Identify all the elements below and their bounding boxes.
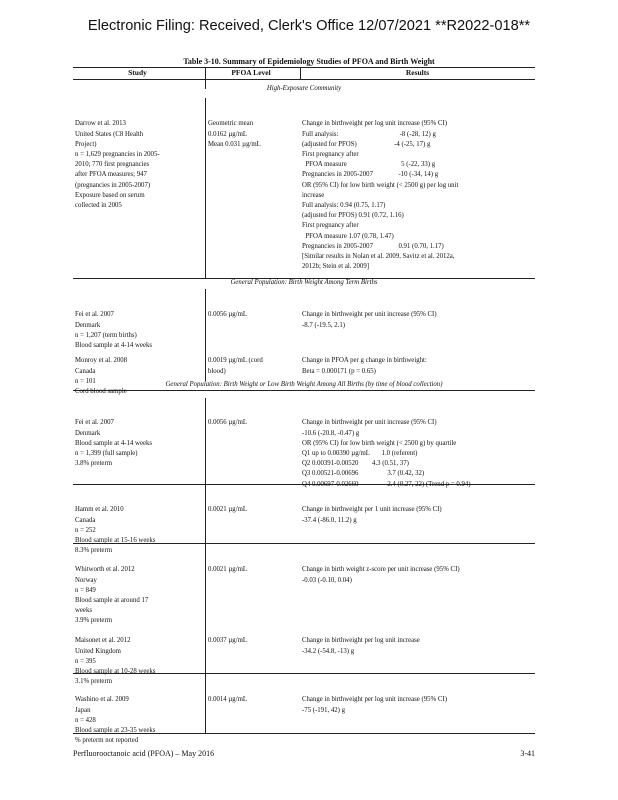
study-cell: Maisonet et al. 2012 United Kingdom n = 395 Blood sample at 10-28 weeks 3.1% preterm <box>75 637 156 686</box>
results-cell: Change in birthweight per unit increase (95% CI) -8.7 (-19.5, 2.1) <box>302 311 437 329</box>
column-divider <box>205 398 206 733</box>
column-divider <box>205 289 206 381</box>
pfoa-level-cell: 0.0021 µg/mL <box>208 566 248 574</box>
study-cell: Fei et al. 2007 Denmark Blood sample at 4-14 weeks n = 1,399 (full sample) 3.8% preterm <box>75 419 153 468</box>
results-cell: Change in PFOA per g change in birthweight: Beta = 0.000171 (p = 0.65) <box>302 357 427 375</box>
column-header-results: Results <box>405 68 430 77</box>
column-divider <box>205 98 206 278</box>
study-cell: Monroy et al. 2008 Canada n = 101 Cord blood sample <box>75 357 128 396</box>
results-cell: Change in birth weight z-score per unit increase (95% CI) -0.03 (-0.10, 0.04) <box>302 566 460 584</box>
band-term-births: General Population: Birth Weight Among Term Births <box>230 279 378 286</box>
pfoa-level-cell: 0.0014 µg/mL <box>208 696 248 704</box>
pfoa-level-cell: 0.0037 µg/mL <box>208 637 248 645</box>
results-cell: Change in birthweight per log unit increase (95% CI) -75 (-191, 42) g <box>302 696 447 714</box>
pfoa-level-cell: 0.0021 µg/mL <box>208 506 248 514</box>
column-header-pfoa-level: PFOA Level <box>231 68 271 77</box>
page-number: 3-41 <box>520 749 535 758</box>
study-cell: Fei et al. 2007 Denmark n = 1,207 (term births) Blood sample at 4-14 weeks <box>75 311 153 350</box>
study-cell: Whitworth et al. 2012 Norway n = 849 Blood sample at around 17 weeks 3.9% preterm <box>75 566 149 625</box>
table-caption: Table 3-10. Summary of Epidemiology Studies of PFOA and Birth Weight <box>183 57 435 66</box>
header-rule <box>73 79 535 80</box>
band-high-exposure: High-Exposure Community <box>266 85 342 92</box>
pfoa-level-cell: Geometric mean 0.0162 µg/mL Mean 0.031 µg/mL <box>208 120 261 148</box>
study-cell: Hamm et al. 2010 Canada n = 252 Blood sample at 15-16 weeks 8.3% preterm <box>75 506 156 555</box>
pfoa-level-cell: 0.0056 µg/mL <box>208 311 248 319</box>
results-cell: Change in birthweight per log unit increase (95% CI) Full analysis: -8 (-28, 12) g (adjusted for PFOS) -4 (-25, 17) g First pregnancy after PFOA measure 5 (-22, 33) g Pregnancies in 2005-2007 -10 (-34, 14) g OR (95% CI) for low birth weight (< 2500 g) per log unit increase Full analysis: 0.94 (0.75, 1.17) (adjusted for PFOS) 0.91 (0.72, 1.16) First pregnancy after PFOA measure 1.07 (0.78, 1.47) Pregnancies in 2005-2007 0.91 (0.70, 1.17) [Similar results in Nolan et al. 2009, Savitz et al. 2012a, 2012b; Stein et al. 2009] <box>302 120 459 271</box>
column-header-study: Study <box>128 68 147 77</box>
study-cell: Washino et al. 2009 Japan n = 428 Blood sample at 23-35 weeks % preterm not reported <box>75 696 156 745</box>
results-cell: Change in birthweight per unit increase (95% CI) -10.6 (-20.8, -0.47) g OR (95% CI) for low birth weight (< 2500 g) by quartile Q1 up to 0.00390 µg/mL 1.0 (referent) Q2 0.00391-0.00520 4.3 (0.51, 37) Q3 0.00521-0.00696 3.7 (0.42, 32) Q4 0.00697-0.02660 2.4 (0.27, 22) (Trend p = 0.94) <box>302 419 471 488</box>
study-cell: Darrow et al. 2013 United States (C8 Health Project) n = 1,629 pregnancies in 2005- 2010; 770 first pregnancies after PFOA measures; 947 (pregnancies in 2005-2007) Exposure based on serum collected in 2005 <box>75 120 160 210</box>
filing-header: Electronic Filing: Received, Clerk's Office 12/07/2021 **R2022-018** <box>87 18 531 34</box>
results-cell: Change in birthweight per log unit increase -34.2 (-54.8, -13) g <box>302 637 420 655</box>
table-top-rule <box>73 67 535 68</box>
footer-document-title: Perfluorooctanoic acid (PFOA) – May 2016 <box>73 749 215 758</box>
results-cell: Change in birthweight per 1 unit increase (95% CI) -37.4 (-86.0, 11.2) g <box>302 506 442 524</box>
column-divider <box>300 67 301 79</box>
pfoa-level-cell: 0.0019 µg/mL (cord blood) <box>208 357 263 375</box>
pfoa-level-cell: 0.0056 µg/mL <box>208 419 248 427</box>
band-all-births: General Population: Birth Weight or Low Birth Weight Among All Births (by time of blood collection) <box>165 381 443 388</box>
